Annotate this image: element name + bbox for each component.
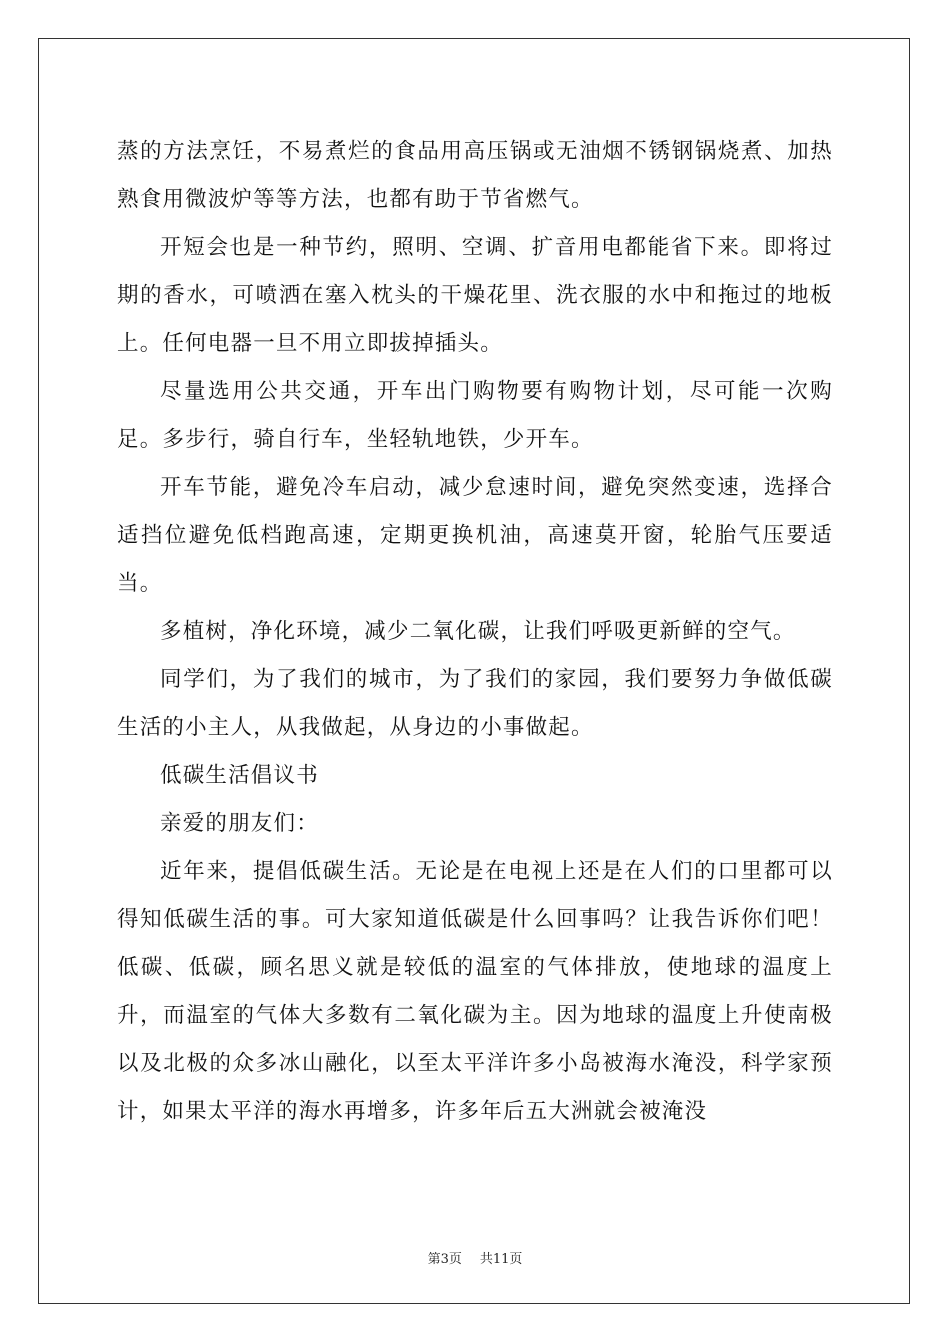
section-title: 低碳生活倡议书 xyxy=(160,763,319,788)
paragraph-3: 尽量选用公共交通，开车出门购物要有购物计划，尽可能一次购足。多步行，骑自行车，坐轻轨地铁，少开车。 xyxy=(117,379,833,452)
page-footer xyxy=(0,1248,950,1267)
paragraph-5: 多植树，净化环境，减少二氧化碳，让我们呼吸更新鲜的空气。 xyxy=(160,619,796,644)
paragraph-6: 同学们，为了我们的城市，为了我们的家园，我们要努力争做低碳生活的小主人，从我做起，从身边的小事做起。 xyxy=(117,667,833,740)
paragraph-9: 近年来，提倡低碳生活。无论是在电视上还是在人们的口里都可以得知低碳生活的事。可大家知道低碳是什么回事吗？让我告诉你们吧！低碳、低碳，顾名思义就是较低的温室的气体排放，使地球的温度上升，而温室的气体大多数有二氧化碳为主。因为地球的温度上升使南极以及北极的众多冰山融化，以至太平洋许多小岛被海水淹没，科学家预计，如果太平洋的海水再增多，许多年后五大洲就会被淹没 xyxy=(117,859,833,1124)
paragraph-4: 开车节能，避免冷车启动，减少怠速时间，避免突然变速，选择合适挡位避免低档跑高速，定期更换机油，高速莫开窗，轮胎气压要适当。 xyxy=(117,475,833,596)
paragraph-2: 开短会也是一种节约，照明、空调、扩音用电都能省下来。即将过期的香水，可喷洒在塞入枕头的干燥花里、洗衣服的水中和拖过的地板上。任何电器一旦不用立即拔掉插头。 xyxy=(117,235,833,356)
salutation: 亲爱的朋友们： xyxy=(160,811,319,836)
current-page-label: 第3页 xyxy=(427,1252,462,1267)
paragraph-1: 蒸的方法烹饪，不易煮烂的食品用高压锅或无油烟不锈钢锅烧煮、加热熟食用微波炉等等方法，也都有助于节省燃气。 xyxy=(117,139,833,212)
document-body xyxy=(117,128,833,1136)
total-pages-label: 共11页 xyxy=(479,1252,523,1267)
